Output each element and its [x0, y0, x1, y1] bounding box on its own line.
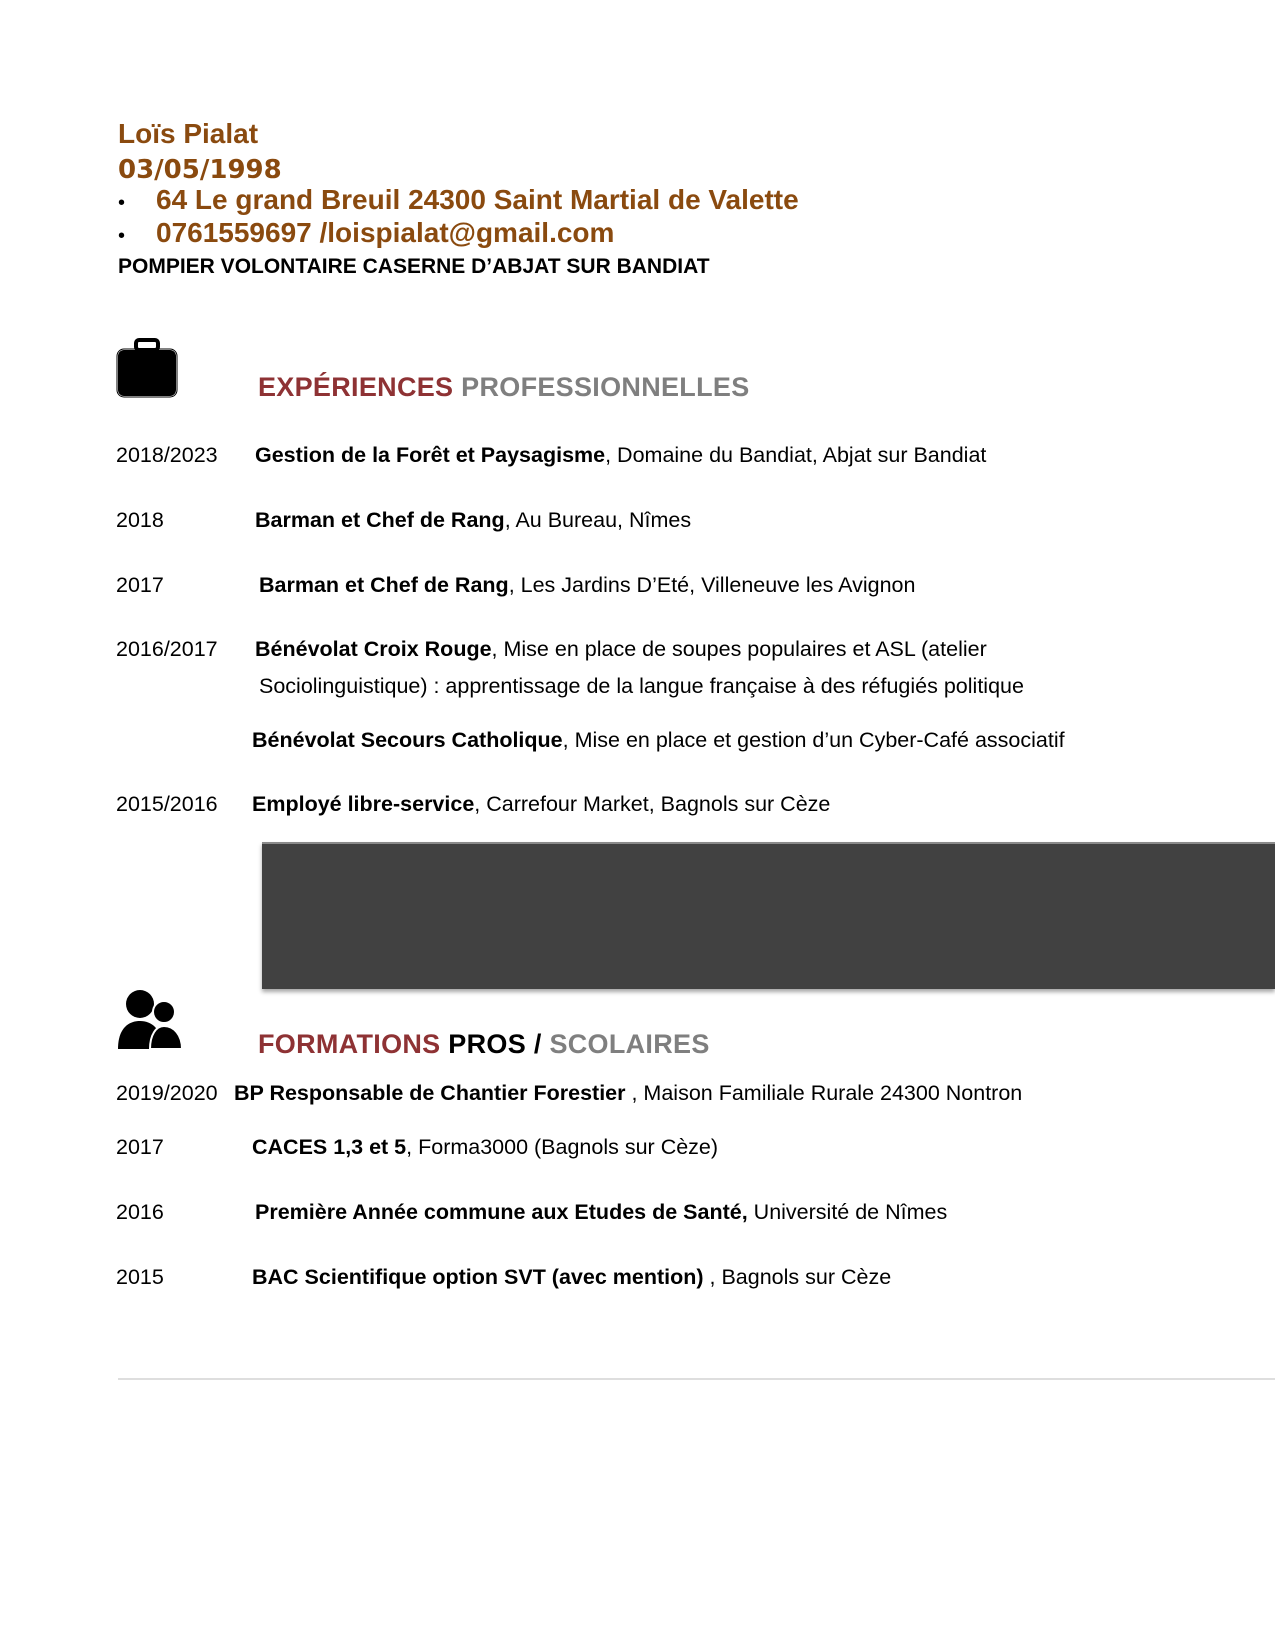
- edu-date-3: 2016: [116, 1200, 164, 1224]
- exp-detail-6: , Carrefour Market, Bagnols sur Cèze: [474, 792, 831, 816]
- exp-title-4: Bénévolat Croix Rouge: [255, 637, 492, 661]
- bottom-divider: [118, 1378, 1275, 1380]
- edu-entry-1: [234, 1081, 1022, 1106]
- candidate-name: Loïs Pialat: [118, 118, 259, 149]
- edu-date-1: 2019/2020: [116, 1081, 218, 1105]
- exp-title-1: Gestion de la Forêt et Paysagisme: [255, 443, 606, 467]
- education-title: [258, 1029, 710, 1060]
- phone-email: 0761559697 /loispialat@gmail.com: [156, 217, 615, 248]
- edu-detail-4: , Bagnols sur Cèze: [703, 1265, 892, 1289]
- exp-date-1: 2018/2023: [116, 443, 218, 467]
- birthdate: 03/05/1998: [118, 155, 282, 185]
- edu-detail-1: , Maison Familiale Rurale 24300 Nontron: [625, 1081, 1023, 1105]
- exp-detail-1: , Domaine du Bandiat, Abjat sur Bandiat: [605, 443, 987, 467]
- edu-entry-3: [255, 1200, 947, 1225]
- briefcase-icon: [116, 338, 178, 398]
- exp-title-2: Barman et Chef de Rang: [255, 508, 505, 532]
- education-title-part2: PROS /: [448, 1029, 542, 1059]
- edu-date-4: 2015: [116, 1265, 164, 1289]
- edu-title-2: CACES 1,3 et 5: [252, 1135, 407, 1159]
- exp-date-3: 2017: [116, 573, 164, 597]
- exp-entry-1: [255, 443, 986, 468]
- exp-entry-6: [252, 792, 830, 817]
- education-title-part3: SCOLAIRES: [549, 1029, 710, 1059]
- edu-title-3: Première Année commune aux Etudes de Santé,: [255, 1200, 748, 1224]
- exp-date-4: 2016/2017: [116, 637, 218, 661]
- exp-entry-3: [259, 573, 915, 598]
- education-title-part1: FORMATIONS: [258, 1029, 441, 1059]
- exp-detail-3: , Les Jardins D’Eté, Villeneuve les Avignon: [508, 573, 916, 597]
- exp-entry-2: [255, 508, 691, 533]
- edu-entry-2: [252, 1135, 718, 1160]
- edu-detail-2: , Forma3000 (Bagnols sur Cèze): [406, 1135, 719, 1159]
- experience-title-part2: PROFESSIONNELLES: [461, 372, 750, 402]
- exp-entry-5: [252, 728, 1065, 753]
- edu-title-4: BAC Scientifique option SVT (avec mention): [252, 1265, 704, 1289]
- exp-detail-4: , Mise en place de soupes populaires et ASL (atelier: [491, 637, 987, 661]
- edu-entry-4: [252, 1265, 891, 1290]
- dark-divider-band: [262, 842, 1275, 989]
- exp-title-5: Bénévolat Secours Catholique: [252, 728, 563, 752]
- exp-entry-4: [255, 637, 987, 662]
- people-icon: [116, 985, 184, 1049]
- exp-date-2: 2018: [116, 508, 164, 532]
- bullet-contact: •: [118, 225, 126, 247]
- experience-title: [258, 372, 750, 403]
- experience-title-part1: EXPÉRIENCES: [258, 372, 454, 402]
- exp-detail-2: , Au Bureau, Nîmes: [504, 508, 692, 532]
- exp-detail-5: , Mise en place et gestion d’un Cyber-Café associatif: [562, 728, 1065, 752]
- address: 64 Le grand Breuil 24300 Saint Martial de Valette: [156, 184, 799, 215]
- exp-detail-4-line2: Sociolinguistique) : apprentissage de la langue française à des réfugiés politique: [259, 674, 1024, 698]
- exp-title-6: Employé libre-service: [252, 792, 475, 816]
- edu-date-2: 2017: [116, 1135, 164, 1159]
- exp-title-3: Barman et Chef de Rang: [259, 573, 509, 597]
- role-line: POMPIER VOLONTAIRE CASERNE D’ABJAT SUR BANDIAT: [118, 255, 710, 278]
- edu-title-1: BP Responsable de Chantier Forestier: [234, 1081, 626, 1105]
- exp-date-6: 2015/2016: [116, 792, 218, 816]
- edu-detail-3: Université de Nîmes: [747, 1200, 948, 1224]
- bullet-address: •: [118, 192, 126, 214]
